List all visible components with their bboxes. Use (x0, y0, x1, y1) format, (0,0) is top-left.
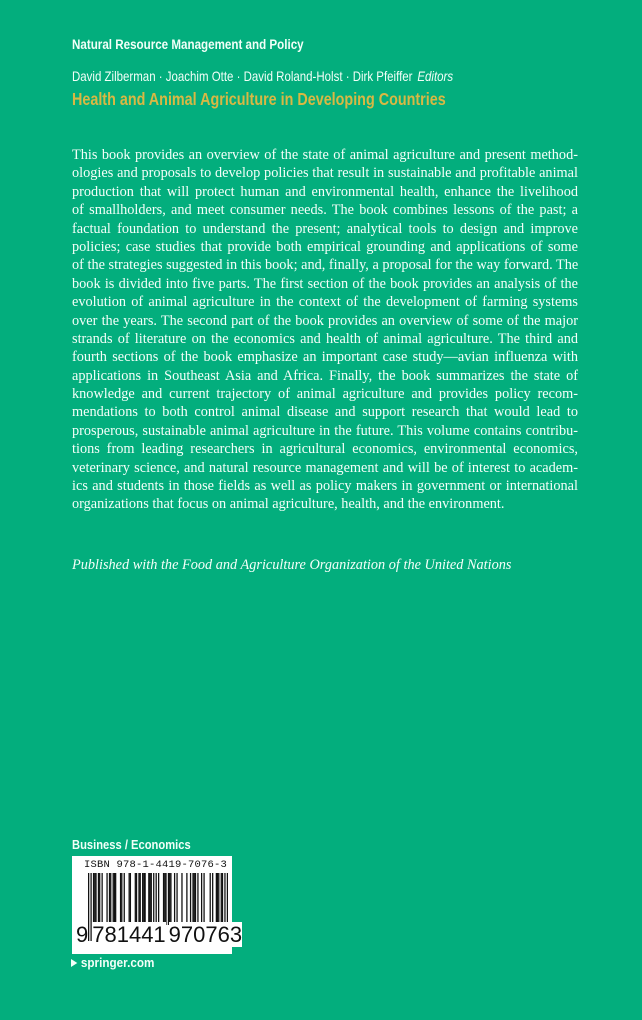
description-line: factual foundation to understand the present; analytical tools to design and improve (72, 220, 578, 237)
description-line: veterinary science, and natural resource management and will be of interest to academ- (72, 459, 578, 476)
editors-line (72, 68, 453, 84)
book-title: Health and Animal Agriculture in Developing Countries (72, 89, 446, 109)
barcode-group-1: 781441 (92, 922, 166, 947)
series-title: Natural Resource Management and Policy (72, 37, 304, 52)
book-description (72, 146, 578, 514)
description-line: mendations to both control animal disease and support research that would lead to (72, 404, 578, 421)
description-line: strands of literature on the economics and health of animal agriculture. The third and (72, 330, 578, 347)
description-line: of the strategies suggested in this book; and, finally, a proposal for the way forward. The (72, 257, 579, 274)
barcode-first-digit: 9 (76, 922, 89, 947)
barcode-group-2: 970763 (168, 922, 243, 947)
description-line: This book provides an overview of the state of animal agriculture and present method- (72, 147, 578, 163)
play-arrow-icon (71, 959, 77, 967)
description-line: organizations that focus on animal agriculture, health, and the environment. (72, 496, 505, 513)
description-line: knowledge and current trajectory of animal agriculture and provides policy recom- (72, 386, 578, 403)
publisher-note: Published with the Food and Agriculture Organization of the United Nations (72, 557, 512, 573)
editors-label: Editors (417, 68, 454, 84)
description-line: production that will protect human and environmental health, enhance the livelihood (72, 183, 578, 200)
barcode-digits (76, 922, 242, 948)
description-line: ologies and proposals to develop policies that result in sustainable and profitable animal (72, 165, 578, 182)
description-line: over the years. The second part of the book provides an overview of some of the major (72, 312, 578, 329)
description-line: ics and students in those fields as well as policy makers in government or international (72, 478, 578, 495)
springer-link[interactable] (71, 955, 154, 970)
isbn-number: ISBN 978-1-4419-7076-3 (84, 859, 228, 871)
description-line: applications in Southeast Asia and Africa. Finally, the book summarizes the state of (72, 367, 578, 384)
description-line: of smallholders, and meet consumer needs. The book combines lessons of the past; a (72, 202, 578, 219)
description-line: fourth sections of the book emphasize an important case study—avian influenza with (72, 349, 578, 366)
description-line: policies; case studies that provide both empirical grounding and applications of some (72, 238, 578, 255)
springer-link-label: springer.com (80, 955, 155, 970)
isbn-barcode (72, 856, 243, 954)
description-line: prosperous, sustainable animal agriculture in the future. This volume contains contribu- (72, 422, 578, 439)
description-line: evolution of animal agriculture in the context of the development of farming systems (72, 294, 578, 311)
subject-category: Business / Economics (72, 837, 191, 852)
description-line: book is divided into five parts. The first section of the book provides an analysis of the (72, 275, 578, 292)
author-names: David Zilberman · Joachim Otte · David Roland-Holst · Dirk Pfeiffer (72, 68, 413, 84)
description-line: tions from leading researchers in agricultural economics, environmental economics, (72, 441, 578, 458)
